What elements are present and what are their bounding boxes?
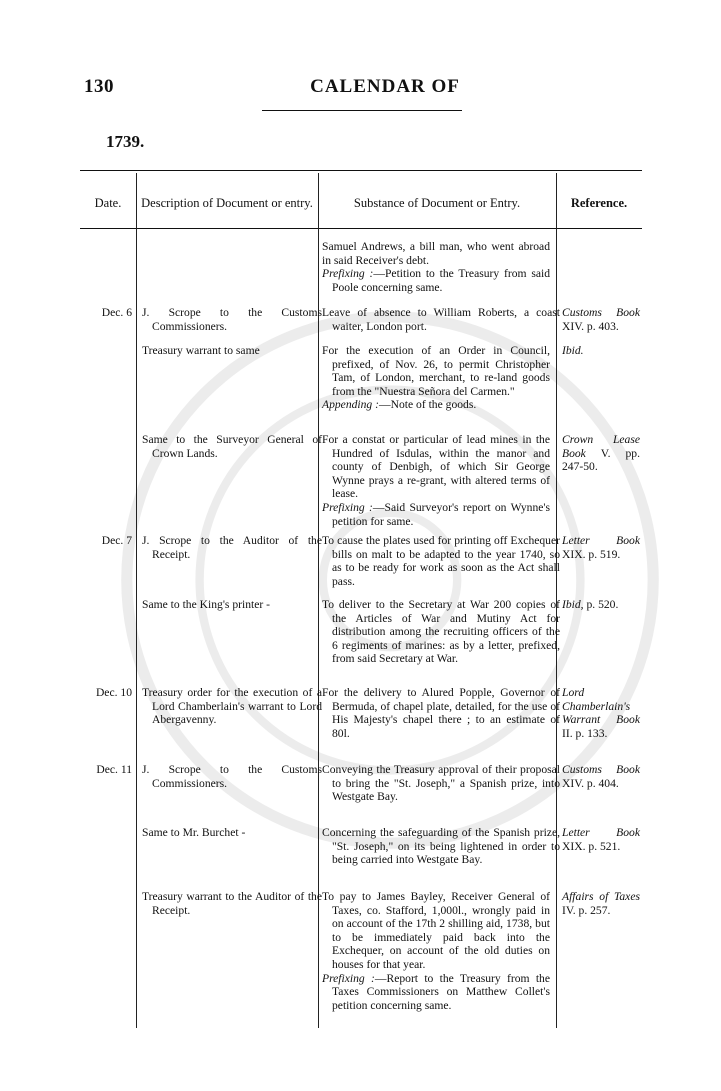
running-head: CALENDAR OF	[310, 76, 460, 97]
reference-page: XIV. p. 404.	[562, 776, 619, 790]
entry-reference	[562, 598, 640, 612]
entry-description: Same to Mr. Burchet -	[142, 826, 246, 839]
reference-title: Letter Book	[562, 826, 640, 839]
entry-substance	[322, 240, 550, 294]
appendix-label: Prefixing :	[322, 971, 375, 985]
entry-description: J. Scrope to the Customs Commissioners.	[142, 763, 322, 790]
reference-page: IV. p. 257.	[562, 903, 611, 917]
substance-text: To pay to James Bayley, Receiver General of Taxes, co. Stafford, 1,000l., wrongly paid in on account of the 17th 2 shilling aid, 1738, but to be immediately paid back into the Exchequer, on account of the old duties on houses for that year.	[322, 890, 550, 971]
substance-text: For a constat or particular of lead mines in the Hundred of Isdulas, within the manor and county of Denbigh, of which Sir George Wynne prays a re-grant, with altered terms of lease.	[322, 433, 550, 501]
substance-appendix	[322, 398, 550, 412]
appendix-label: Prefixing :	[322, 500, 373, 514]
entry-reference	[562, 433, 640, 474]
reference-page: XIX. p. 521.	[562, 839, 621, 853]
entry-reference	[562, 826, 640, 853]
column-header-date: Date.	[94, 195, 122, 210]
appendix-label: Appending :	[322, 398, 379, 412]
entry-description: Same to the King's printer -	[142, 598, 270, 611]
reference-title: Customs Book	[562, 306, 640, 319]
entry-description: Treasury order for the execution of a Lord Chamberlain's warrant to Lord Abergavenny.	[142, 686, 322, 727]
reference-page: II. p. 133.	[562, 726, 608, 740]
reference-title: Ibid,	[562, 598, 584, 611]
table-top-rule	[80, 170, 642, 171]
entry-reference	[562, 344, 640, 358]
substance-appendix	[322, 972, 550, 1013]
reference-title: Customs Book	[562, 763, 640, 776]
entry-date: Dec. 11	[96, 763, 132, 776]
entry-substance: Leave of absence to William Roberts, a coast waiter, London port.	[322, 306, 560, 333]
substance-text: Samuel Andrews, a bill man, who went abroad in said Receiver's debt.	[322, 240, 550, 267]
entry-description: Same to the Surveyor General of Crown Lands.	[142, 433, 322, 460]
entry-substance: To cause the plates used for printing off Exchequer bills on malt to be adapted to the year 1740, so as to be ready for work as soon as the Act shall pass.	[322, 534, 560, 588]
substance-appendix	[322, 501, 550, 528]
calendar-table	[80, 170, 642, 1030]
page-number: 130	[84, 76, 114, 97]
head-rule	[262, 110, 462, 111]
reference-title: Affairs of Taxes	[562, 890, 640, 903]
appendix-text: —Report to the Treasury from the Taxes Commissioners on Matthew Collet's petition concerning same.	[332, 971, 550, 1012]
appendix-text: —Petition to the Treasury from said Poole concerning same.	[332, 267, 550, 294]
entry-substance	[322, 433, 550, 528]
reference-title: Ibid.	[562, 344, 584, 357]
entry-reference	[562, 534, 640, 561]
entry-substance: For the delivery to Alured Popple, Governor of Bermuda, of chapel plate, detailed, for the use of His Majesty's chapel there ; to an estimate of 80l.	[322, 686, 560, 740]
reference-title: Crown Lease Book	[562, 433, 640, 460]
column-header-description: Description of Document or entry.	[141, 195, 313, 210]
entry-reference	[562, 686, 640, 740]
entry-description: Treasury warrant to the Auditor of the Receipt.	[142, 890, 322, 917]
appendix-text: —Said Surveyor's report on Wynne's petition for same.	[332, 500, 550, 528]
entry-date: Dec. 10	[95, 686, 132, 699]
entry-substance	[322, 890, 550, 1012]
table-header-rule	[80, 228, 642, 229]
entry-date: Dec. 7	[101, 534, 132, 547]
reference-page: V. pp. 247-50.	[562, 446, 640, 474]
appendix-text: —Note of the goods.	[379, 398, 477, 412]
entry-date: Dec. 6	[101, 306, 132, 319]
year-heading: 1739.	[106, 132, 145, 151]
column-header-substance: Substance of Document or Entry.	[353, 195, 521, 210]
entry-substance: Conveying the Treasury approval of their proposal to bring the "St. Joseph," a Spanish prize, into Westgate Bay.	[322, 763, 560, 804]
substance-text: For the execution of an Order in Council, prefixed, of Nov. 26, to permit Christopher Tam, of London, merchant, to re-land goods from the "Nuestra Señora del Carmen."	[322, 344, 550, 398]
entry-reference	[562, 306, 640, 333]
entry-reference	[562, 763, 640, 790]
entry-description: J. Scrope to the Customs Commissioners.	[142, 306, 322, 333]
reference-page: XIX. p. 519.	[562, 547, 621, 561]
reference-title: Letter Book	[562, 534, 640, 547]
entry-substance: To deliver to the Secretary at War 200 copies of the Articles of War and Mutiny Act for distribution among the recruiting officers of the 6 regiments of marines: as by a letter, prefixed, from said Secretary at War.	[322, 598, 560, 666]
entry-substance: Concerning the safeguarding of the Spanish prize, "St. Joseph," on its being lightened in order to being carried into Westgate Bay.	[322, 826, 560, 867]
appendix-label: Prefixing :	[322, 267, 374, 281]
reference-page: XIV. p. 403.	[562, 319, 619, 333]
entry-reference	[562, 890, 640, 917]
column-header-reference: Reference.	[570, 195, 628, 210]
entry-description: J. Scrope to the Auditor of the Receipt.	[142, 534, 322, 561]
reference-page: p. 520.	[586, 598, 619, 611]
entry-description: Treasury warrant to same	[142, 344, 260, 357]
reference-title: Lord Chamberlain's Warrant Book	[562, 686, 640, 727]
entry-substance	[322, 344, 550, 412]
substance-appendix	[322, 267, 550, 294]
column-divider	[136, 173, 137, 1028]
